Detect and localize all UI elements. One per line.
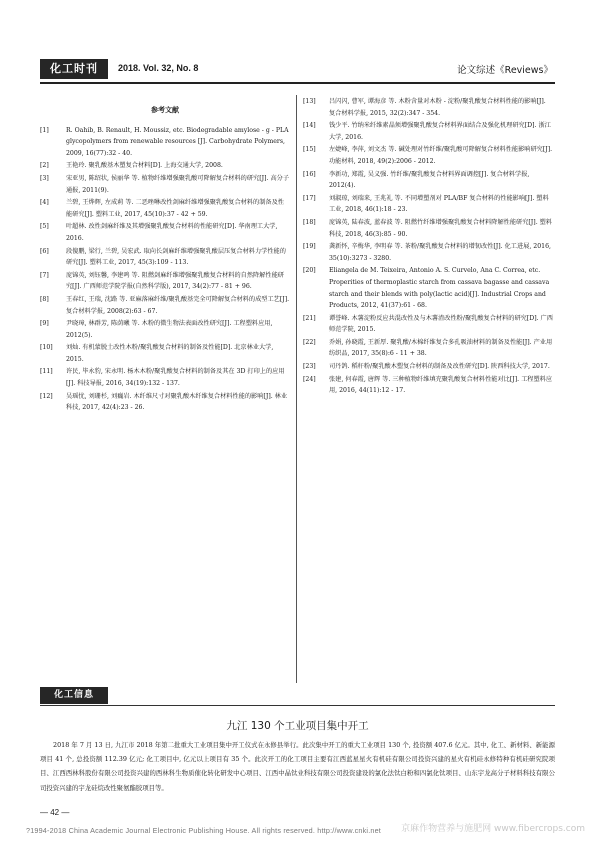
reference-number: [21] xyxy=(303,314,316,322)
reference-number: [14] xyxy=(303,122,316,130)
reference-number: [19] xyxy=(303,243,316,251)
news-section-bar xyxy=(40,687,555,706)
reference-item xyxy=(303,120,553,143)
reference-number: [18] xyxy=(303,218,316,226)
reference-item xyxy=(303,169,553,192)
reference-item xyxy=(303,265,553,311)
reference-number: [1] xyxy=(40,126,49,134)
reference-text: 庞锦英, 刘钰馨, 李建鸣 等. 阻燃剑麻纤维增强聚乳酸复合材料的自然降解性能研究[J]. 广西师范学院学报(自然科学版), 2017, 34(2):77 - 81 + 96. xyxy=(66,271,284,291)
page-number: — 42 — xyxy=(40,808,70,817)
copyright-notice: ?1994-2018 China Academic Journal Electronic Publishing House. All rights reserved. http://www.cnki.net xyxy=(26,826,381,835)
reference-text: 吕闪闪, 曹军, 谭海彦 等. 木粉含量对木粉 - 淀粉/聚乳酸复合材料性能的影响[J]. 复合材料学报, 2015, 32(2):347 - 354. xyxy=(329,98,546,117)
reference-item xyxy=(303,217,553,240)
reference-text: 钱少平. 竹纳米纤维素晶须增强聚乳酸复合材料界面结合及强化机理研究[D]. 浙江大学, 2016. xyxy=(329,122,551,141)
reference-item xyxy=(303,361,553,373)
reference-number: [22] xyxy=(303,338,316,346)
reference-item xyxy=(303,374,553,397)
reference-text: 刘淑琼, 刘瑞来, 王兆礼 等. 不同增塑剂对 PLA/BF 复合材料的性能影响[J]. 塑料工业, 2018, 46(1):18 - 23. xyxy=(329,194,549,214)
reference-item xyxy=(40,318,290,341)
reference-item xyxy=(303,313,553,336)
reference-text: 左婕峰, 李萍, 刘文杰 等. 碱处理对竹纤维/聚乳酸可降解复合材料性能影响研究[J]. 功能材料, 2018, 49(2):2006 - 2012. xyxy=(329,146,553,165)
reference-number: [7] xyxy=(40,271,49,279)
reference-number: [5] xyxy=(40,223,49,231)
reference-number: [11] xyxy=(40,368,53,376)
reference-number: [13] xyxy=(303,98,316,105)
reference-item xyxy=(303,144,553,167)
reference-text: 刘灿. 有机蒙脱土改性木粉/聚乳酸复合材料的制备及性能[D]. 北京林业大学, 2015. xyxy=(66,344,274,363)
reference-item xyxy=(303,193,553,216)
reference-item xyxy=(40,342,290,365)
reference-item xyxy=(40,197,290,220)
reference-number: [12] xyxy=(40,392,53,400)
reference-item xyxy=(40,246,290,269)
references-list-right xyxy=(303,96,553,397)
reference-text: 王艳玲. 聚乳酸基木塑复合材料[D]. 上海交通大学, 2008. xyxy=(66,162,223,170)
section-name: 论文综述《Reviews》 xyxy=(457,65,553,76)
reference-text: 乔娟, 孙晓霞, 王新厚. 聚乳酸/木棉纤维复合多孔吸油材料的制备及性能[J]. 产业用纺织品, 2017, 35(8):6 - 11 + 38. xyxy=(329,338,553,358)
page-header xyxy=(40,56,555,82)
reference-item xyxy=(40,366,290,389)
reference-item xyxy=(40,125,290,160)
reference-text: 尹晓璋, 林群芳, 陈荫曦 等. 木粉的微生物法表面改性研究[J]. 工程塑料应用, 2012(5). xyxy=(66,320,273,339)
references-title: 参考文献 xyxy=(151,106,179,114)
reference-number: [8] xyxy=(40,295,49,303)
reference-item xyxy=(40,270,290,293)
reference-text: 宋亚男, 陈绍状, 侯丽华 等. 植物纤维增强聚乳酸可降解复合材料的研究[J]. 高分子通报, 2011(9). xyxy=(66,174,290,194)
reference-number: [4] xyxy=(40,199,49,207)
issue-info: 2018. Vol. 32, No. 8 xyxy=(118,63,199,73)
journal-name-box: 化工时刊 xyxy=(40,59,108,79)
header-rule xyxy=(40,82,555,84)
references-list-left xyxy=(40,125,290,414)
reference-text: 张建, 何春霞, 唐辉 等. 三种植物纤维填充聚乳酸复合材料性能对比[J]. 工程塑料应用, 2016, 44(11):12 - 17. xyxy=(329,375,553,395)
reference-item xyxy=(40,391,290,414)
reference-text: 吴瑶忧, 刘珊杉, 刘巍岩. 木纤维尺寸对聚乳酸木纤维复合材料性能的影响[J]. 林业科技, 2017, 42(4):23 - 26. xyxy=(66,392,288,412)
reference-text: 谭誉峰. 木薯淀粉反应共混改性及与木薯渣改性粉/聚乳酸复合材料的研究[D]. 广西师范学院, 2015. xyxy=(329,314,553,334)
reference-number: [2] xyxy=(40,162,49,170)
reference-number: [9] xyxy=(40,320,49,328)
reference-item xyxy=(303,241,553,264)
reference-item xyxy=(40,294,290,317)
reference-text: 龚新怀, 辛梅华, 李明春 等. 茶粉/聚乳酸复合材料的增韧改性[J]. 化工进展, 2016, 35(10):3273 - 3280. xyxy=(329,243,551,262)
references-right-column xyxy=(303,96,553,398)
reference-text: 司丹鸽. 稻秆粉/聚乳酸木塑复合材料的制备及改性研究[D]. 陕西科技大学, 2017. xyxy=(329,363,550,371)
reference-text: R. Oahib, B. Renault, H. Moussiz, etc. Biodegradable amylose - g - PLA glycopolymers from renewable resources [J]. Carbohydrate Polymers, 2009, 16(77):32 - 40. xyxy=(66,126,289,157)
references-left-column xyxy=(40,96,290,415)
news-section-tag: 化工信息 xyxy=(40,687,108,704)
reference-text: 王春红, 王瑞, 沈路 等. 亚麻落麻纤维/聚乳酸基完全可降解复合材料的成型工艺[J]. 复合材料学报, 2008(2):63 - 67. xyxy=(66,295,290,315)
reference-text: 叶超林. 改性剑麻纤维及其增强聚乳酸复合材料的性能研究[D]. 华南理工大学, 2016. xyxy=(66,223,278,242)
reference-text: 兰碧, 王烨辉, 左成莉 等. 二恶唑啉改性剑麻纤维增强聚乳酸复合材料的制备及性能研究[J]. 塑料工业, 2017, 45(10):37 - 42 + 59. xyxy=(66,199,284,218)
news-title: 九江 130 个工业项目集中开工 xyxy=(226,720,369,732)
reference-number: [16] xyxy=(303,170,316,178)
reference-item xyxy=(40,173,290,196)
reference-text: 庞锦英, 陆春波, 蓝春波 等. 阻燃竹纤维增强聚乳酸复合材料降解性能研究[J]. 塑料科技, 2018, 46(3):85 - 90. xyxy=(329,218,553,238)
reference-number: [17] xyxy=(303,194,316,202)
reference-text: 李新功, 郑霞, 吴义强. 竹纤维/聚乳酸复合材料界面调控[J]. 复合材料学报, 2012(4). xyxy=(329,170,530,190)
reference-number: [23] xyxy=(303,363,316,371)
reference-number: [3] xyxy=(40,174,49,182)
reference-text: Eliangela de M. Teixeira, Antonio A. S. Curvelo, Ana C. Correa, etc. Properities of thermoplastic starch from cassava bagasse and cassava starch and their blends with poly(lactic acid)[J]. Industrial Crops and Products, 2012, 41(37):61 - 68. xyxy=(329,267,550,310)
reference-number: [15] xyxy=(303,146,316,154)
reference-item xyxy=(40,160,290,172)
reference-text: 段傻鹏, 梁行, 兰碧, 吴宏武. 取向长剑麻纤维增强聚乳酸层压复合材料力学性能的研究[J]. 塑料工业, 2017, 45(3):109 - 113. xyxy=(66,247,286,267)
reference-item xyxy=(40,221,290,244)
reference-number: [20] xyxy=(303,267,316,275)
column-divider xyxy=(296,95,297,683)
reference-number: [6] xyxy=(40,247,49,255)
reference-number: [10] xyxy=(40,344,53,352)
watermark-text: 京麻作物营养与施肥网 www.fibercrops.com xyxy=(401,824,585,834)
reference-item xyxy=(303,96,553,119)
reference-text: 许民, 毕永豹, 宋永明. 杨木木粉/聚乳酸复合材料的制备及其在 3D 打印上的应用[J]. 科技导报, 2016, 34(19):132 - 137. xyxy=(66,368,285,388)
reference-item xyxy=(303,337,553,360)
reference-number: [24] xyxy=(303,375,316,383)
news-body: 2018 年 7 月 13 日, 九江市 2018 年第二批重大工业项目集中开工仪式在永修县举行。此次集中开工的重大工业项目 130 个, 投资额 407.6 亿元。其中, 化工、新材料、新能源项目 41 个, 总投资额 112.39 亿元; 化工项目中, 亿元以上项目有 35 个。此次开工的化工项目主要有江西蓝星星火有机硅有限公司投资兴建的星火有机硅永修特种有机硅研究院项目、江西西林科股份有限公司投资兴建的西林科生物质催化转化研发中心项目、江西中晶钛业科技有限公司投资建设的氯化法钛白粉和四氯化钛项目、山东宇龙高分子材料科技有限公司投资兴建的宇龙硅烷改性聚氨酯胶项目等。 xyxy=(40,741,555,792)
